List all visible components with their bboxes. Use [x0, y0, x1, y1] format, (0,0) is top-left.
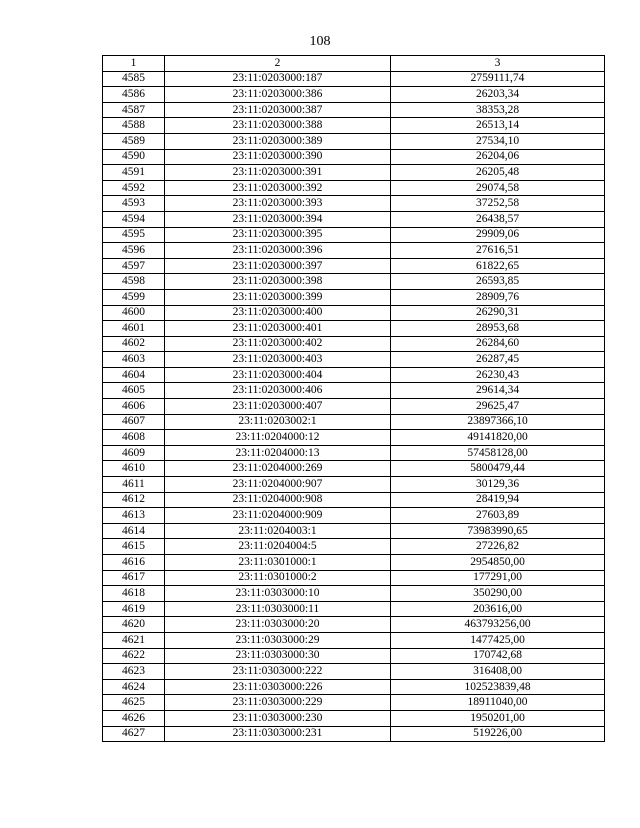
cadastral-number-cell: 23:11:0204000:269: [165, 461, 391, 477]
cadastral-number-cell: 23:11:0203000:387: [165, 102, 391, 118]
cadastral-number-cell: 23:11:0303000:29: [165, 632, 391, 648]
table-row: [103, 477, 605, 493]
row-number-cell: 4622: [103, 648, 165, 664]
cadastral-number-cell: 23:11:0303000:30: [165, 648, 391, 664]
value-cell: 2954850,00: [391, 555, 605, 571]
table-header: [103, 56, 605, 72]
table-row: [103, 87, 605, 103]
cadastral-number-cell: 23:11:0203000:390: [165, 149, 391, 165]
row-number-cell: 4602: [103, 336, 165, 352]
cadastral-number-cell: 23:11:0303000:20: [165, 617, 391, 633]
row-number-cell: 4598: [103, 274, 165, 290]
value-cell: 26230,43: [391, 367, 605, 383]
row-number-cell: 4604: [103, 367, 165, 383]
table-row: [103, 461, 605, 477]
value-cell: 5800479,44: [391, 461, 605, 477]
value-cell: 26203,34: [391, 87, 605, 103]
value-cell: 519226,00: [391, 726, 605, 742]
table-row: [103, 430, 605, 446]
table-row: [103, 726, 605, 742]
row-number-cell: 4601: [103, 321, 165, 337]
table-row: [103, 118, 605, 134]
cadastral-number-cell: 23:11:0301000:2: [165, 570, 391, 586]
page-number: 108: [309, 34, 331, 49]
row-number-cell: 4591: [103, 165, 165, 181]
column-header-2: 2: [165, 56, 391, 72]
table-row: [103, 211, 605, 227]
row-number-cell: 4627: [103, 726, 165, 742]
row-number-cell: 4592: [103, 180, 165, 196]
table-row: [103, 258, 605, 274]
row-number-cell: 4608: [103, 430, 165, 446]
value-cell: 28909,76: [391, 289, 605, 305]
value-cell: 26284,60: [391, 336, 605, 352]
table-row: [103, 679, 605, 695]
cadastral-number-cell: 23:11:0203000:386: [165, 87, 391, 103]
value-cell: 27534,10: [391, 133, 605, 149]
row-number-cell: 4620: [103, 617, 165, 633]
table-row: [103, 352, 605, 368]
table-row: [103, 539, 605, 555]
row-number-cell: 4621: [103, 632, 165, 648]
row-number-cell: 4590: [103, 149, 165, 165]
table-row: [103, 71, 605, 87]
cadastral-number-cell: 23:11:0203000:398: [165, 274, 391, 290]
table-row: [103, 180, 605, 196]
cadastral-number-cell: 23:11:0203000:406: [165, 383, 391, 399]
table-row: [103, 445, 605, 461]
cadastral-number-cell: 23:11:0203000:399: [165, 289, 391, 305]
table-row: [103, 555, 605, 571]
cadastral-number-cell: 23:11:0303000:229: [165, 695, 391, 711]
cadastral-number-cell: 23:11:0203000:397: [165, 258, 391, 274]
value-cell: 29614,34: [391, 383, 605, 399]
table-row: [103, 133, 605, 149]
cadastral-number-cell: 23:11:0203002:1: [165, 414, 391, 430]
cadastral-number-cell: 23:11:0203000:391: [165, 165, 391, 181]
table-row: [103, 648, 605, 664]
cadastral-number-cell: 23:11:0303000:11: [165, 601, 391, 617]
row-number-cell: 4605: [103, 383, 165, 399]
column-header-1: 1: [103, 56, 165, 72]
value-cell: 18911040,00: [391, 695, 605, 711]
cadastral-number-cell: 23:11:0303000:231: [165, 726, 391, 742]
value-cell: 29625,47: [391, 399, 605, 415]
value-cell: 29909,06: [391, 227, 605, 243]
row-number-cell: 4606: [103, 399, 165, 415]
table-row: [103, 399, 605, 415]
row-number-cell: 4611: [103, 477, 165, 493]
row-number-cell: 4624: [103, 679, 165, 695]
row-number-cell: 4599: [103, 289, 165, 305]
cadastral-number-cell: 23:11:0203000:404: [165, 367, 391, 383]
value-cell: 37252,58: [391, 196, 605, 212]
cadastral-number-cell: 23:11:0303000:226: [165, 679, 391, 695]
cadastral-number-cell: 23:11:0303000:10: [165, 586, 391, 602]
row-number-cell: 4625: [103, 695, 165, 711]
row-number-cell: 4585: [103, 71, 165, 87]
value-cell: 316408,00: [391, 664, 605, 680]
row-number-cell: 4607: [103, 414, 165, 430]
value-cell: 73983990,65: [391, 523, 605, 539]
row-number-cell: 4617: [103, 570, 165, 586]
cadastral-number-cell: 23:11:0203000:396: [165, 243, 391, 259]
cadastral-number-cell: 23:11:0204000:12: [165, 430, 391, 446]
value-cell: 30129,36: [391, 477, 605, 493]
value-cell: 26287,45: [391, 352, 605, 368]
table-row: [103, 601, 605, 617]
cadastral-number-cell: 23:11:0204004:5: [165, 539, 391, 555]
value-cell: 2759111,74: [391, 71, 605, 87]
value-cell: 28419,94: [391, 492, 605, 508]
registry-table: [102, 55, 605, 742]
value-cell: 26290,31: [391, 305, 605, 321]
row-number-cell: 4614: [103, 523, 165, 539]
table-row: [103, 367, 605, 383]
row-number-cell: 4594: [103, 211, 165, 227]
table-row: [103, 227, 605, 243]
table-row: [103, 336, 605, 352]
row-number-cell: 4603: [103, 352, 165, 368]
value-cell: 38353,28: [391, 102, 605, 118]
row-number-cell: 4616: [103, 555, 165, 571]
row-number-cell: 4596: [103, 243, 165, 259]
value-cell: 463793256,00: [391, 617, 605, 633]
table-body: [103, 71, 605, 742]
row-number-cell: 4600: [103, 305, 165, 321]
cadastral-number-cell: 23:11:0203000:401: [165, 321, 391, 337]
value-cell: 26204,06: [391, 149, 605, 165]
table-row: [103, 383, 605, 399]
value-cell: 27616,51: [391, 243, 605, 259]
value-cell: 28953,68: [391, 321, 605, 337]
cadastral-number-cell: 23:11:0203000:389: [165, 133, 391, 149]
row-number-cell: 4623: [103, 664, 165, 680]
value-cell: 27226,82: [391, 539, 605, 555]
row-number-cell: 4618: [103, 586, 165, 602]
value-cell: 23897366,10: [391, 414, 605, 430]
value-cell: 1477425,00: [391, 632, 605, 648]
cadastral-number-cell: 23:11:0204003:1: [165, 523, 391, 539]
cadastral-number-cell: 23:11:0203000:403: [165, 352, 391, 368]
value-cell: 1950201,00: [391, 710, 605, 726]
table-row: [103, 165, 605, 181]
cadastral-number-cell: 23:11:0303000:222: [165, 664, 391, 680]
table-row: [103, 508, 605, 524]
value-cell: 57458128,00: [391, 445, 605, 461]
header-row: [103, 56, 605, 72]
row-number-cell: 4615: [103, 539, 165, 555]
row-number-cell: 4619: [103, 601, 165, 617]
cadastral-number-cell: 23:11:0203000:394: [165, 211, 391, 227]
value-cell: 177291,00: [391, 570, 605, 586]
value-cell: 170742,68: [391, 648, 605, 664]
table-row: [103, 617, 605, 633]
value-cell: 26593,85: [391, 274, 605, 290]
row-number-cell: 4588: [103, 118, 165, 134]
cadastral-number-cell: 23:11:0203000:402: [165, 336, 391, 352]
table-row: [103, 414, 605, 430]
value-cell: 49141820,00: [391, 430, 605, 446]
value-cell: 29074,58: [391, 180, 605, 196]
table-row: [103, 289, 605, 305]
table-row: [103, 492, 605, 508]
table-row: [103, 695, 605, 711]
cadastral-number-cell: 23:11:0204000:908: [165, 492, 391, 508]
cadastral-number-cell: 23:11:0204000:13: [165, 445, 391, 461]
table-row: [103, 632, 605, 648]
table-row: [103, 243, 605, 259]
row-number-cell: 4609: [103, 445, 165, 461]
row-number-cell: 4593: [103, 196, 165, 212]
cadastral-number-cell: 23:11:0204000:907: [165, 477, 391, 493]
row-number-cell: 4597: [103, 258, 165, 274]
value-cell: 26205,48: [391, 165, 605, 181]
cadastral-number-cell: 23:11:0203000:395: [165, 227, 391, 243]
cadastral-number-cell: 23:11:0203000:187: [165, 71, 391, 87]
row-number-cell: 4610: [103, 461, 165, 477]
row-number-cell: 4589: [103, 133, 165, 149]
cadastral-number-cell: 23:11:0204000:909: [165, 508, 391, 524]
value-cell: 203616,00: [391, 601, 605, 617]
cadastral-number-cell: 23:11:0203000:400: [165, 305, 391, 321]
cadastral-number-cell: 23:11:0301000:1: [165, 555, 391, 571]
value-cell: 61822,65: [391, 258, 605, 274]
cadastral-number-cell: 23:11:0203000:407: [165, 399, 391, 415]
table-row: [103, 102, 605, 118]
cadastral-number-cell: 23:11:0203000:393: [165, 196, 391, 212]
row-number-cell: 4613: [103, 508, 165, 524]
table-row: [103, 523, 605, 539]
table-row: [103, 305, 605, 321]
value-cell: 26513,14: [391, 118, 605, 134]
table-row: [103, 710, 605, 726]
table-row: [103, 149, 605, 165]
table-row: [103, 586, 605, 602]
table-row: [103, 274, 605, 290]
value-cell: 27603,89: [391, 508, 605, 524]
table-row: [103, 664, 605, 680]
cadastral-number-cell: 23:11:0203000:388: [165, 118, 391, 134]
row-number-cell: 4595: [103, 227, 165, 243]
row-number-cell: 4586: [103, 87, 165, 103]
row-number-cell: 4587: [103, 102, 165, 118]
cadastral-number-cell: 23:11:0303000:230: [165, 710, 391, 726]
value-cell: 350290,00: [391, 586, 605, 602]
value-cell: 26438,57: [391, 211, 605, 227]
table-row: [103, 321, 605, 337]
cadastral-number-cell: 23:11:0203000:392: [165, 180, 391, 196]
table-row: [103, 570, 605, 586]
row-number-cell: 4612: [103, 492, 165, 508]
row-number-cell: 4626: [103, 710, 165, 726]
table-row: [103, 196, 605, 212]
column-header-3: 3: [391, 56, 605, 72]
value-cell: 102523839,48: [391, 679, 605, 695]
